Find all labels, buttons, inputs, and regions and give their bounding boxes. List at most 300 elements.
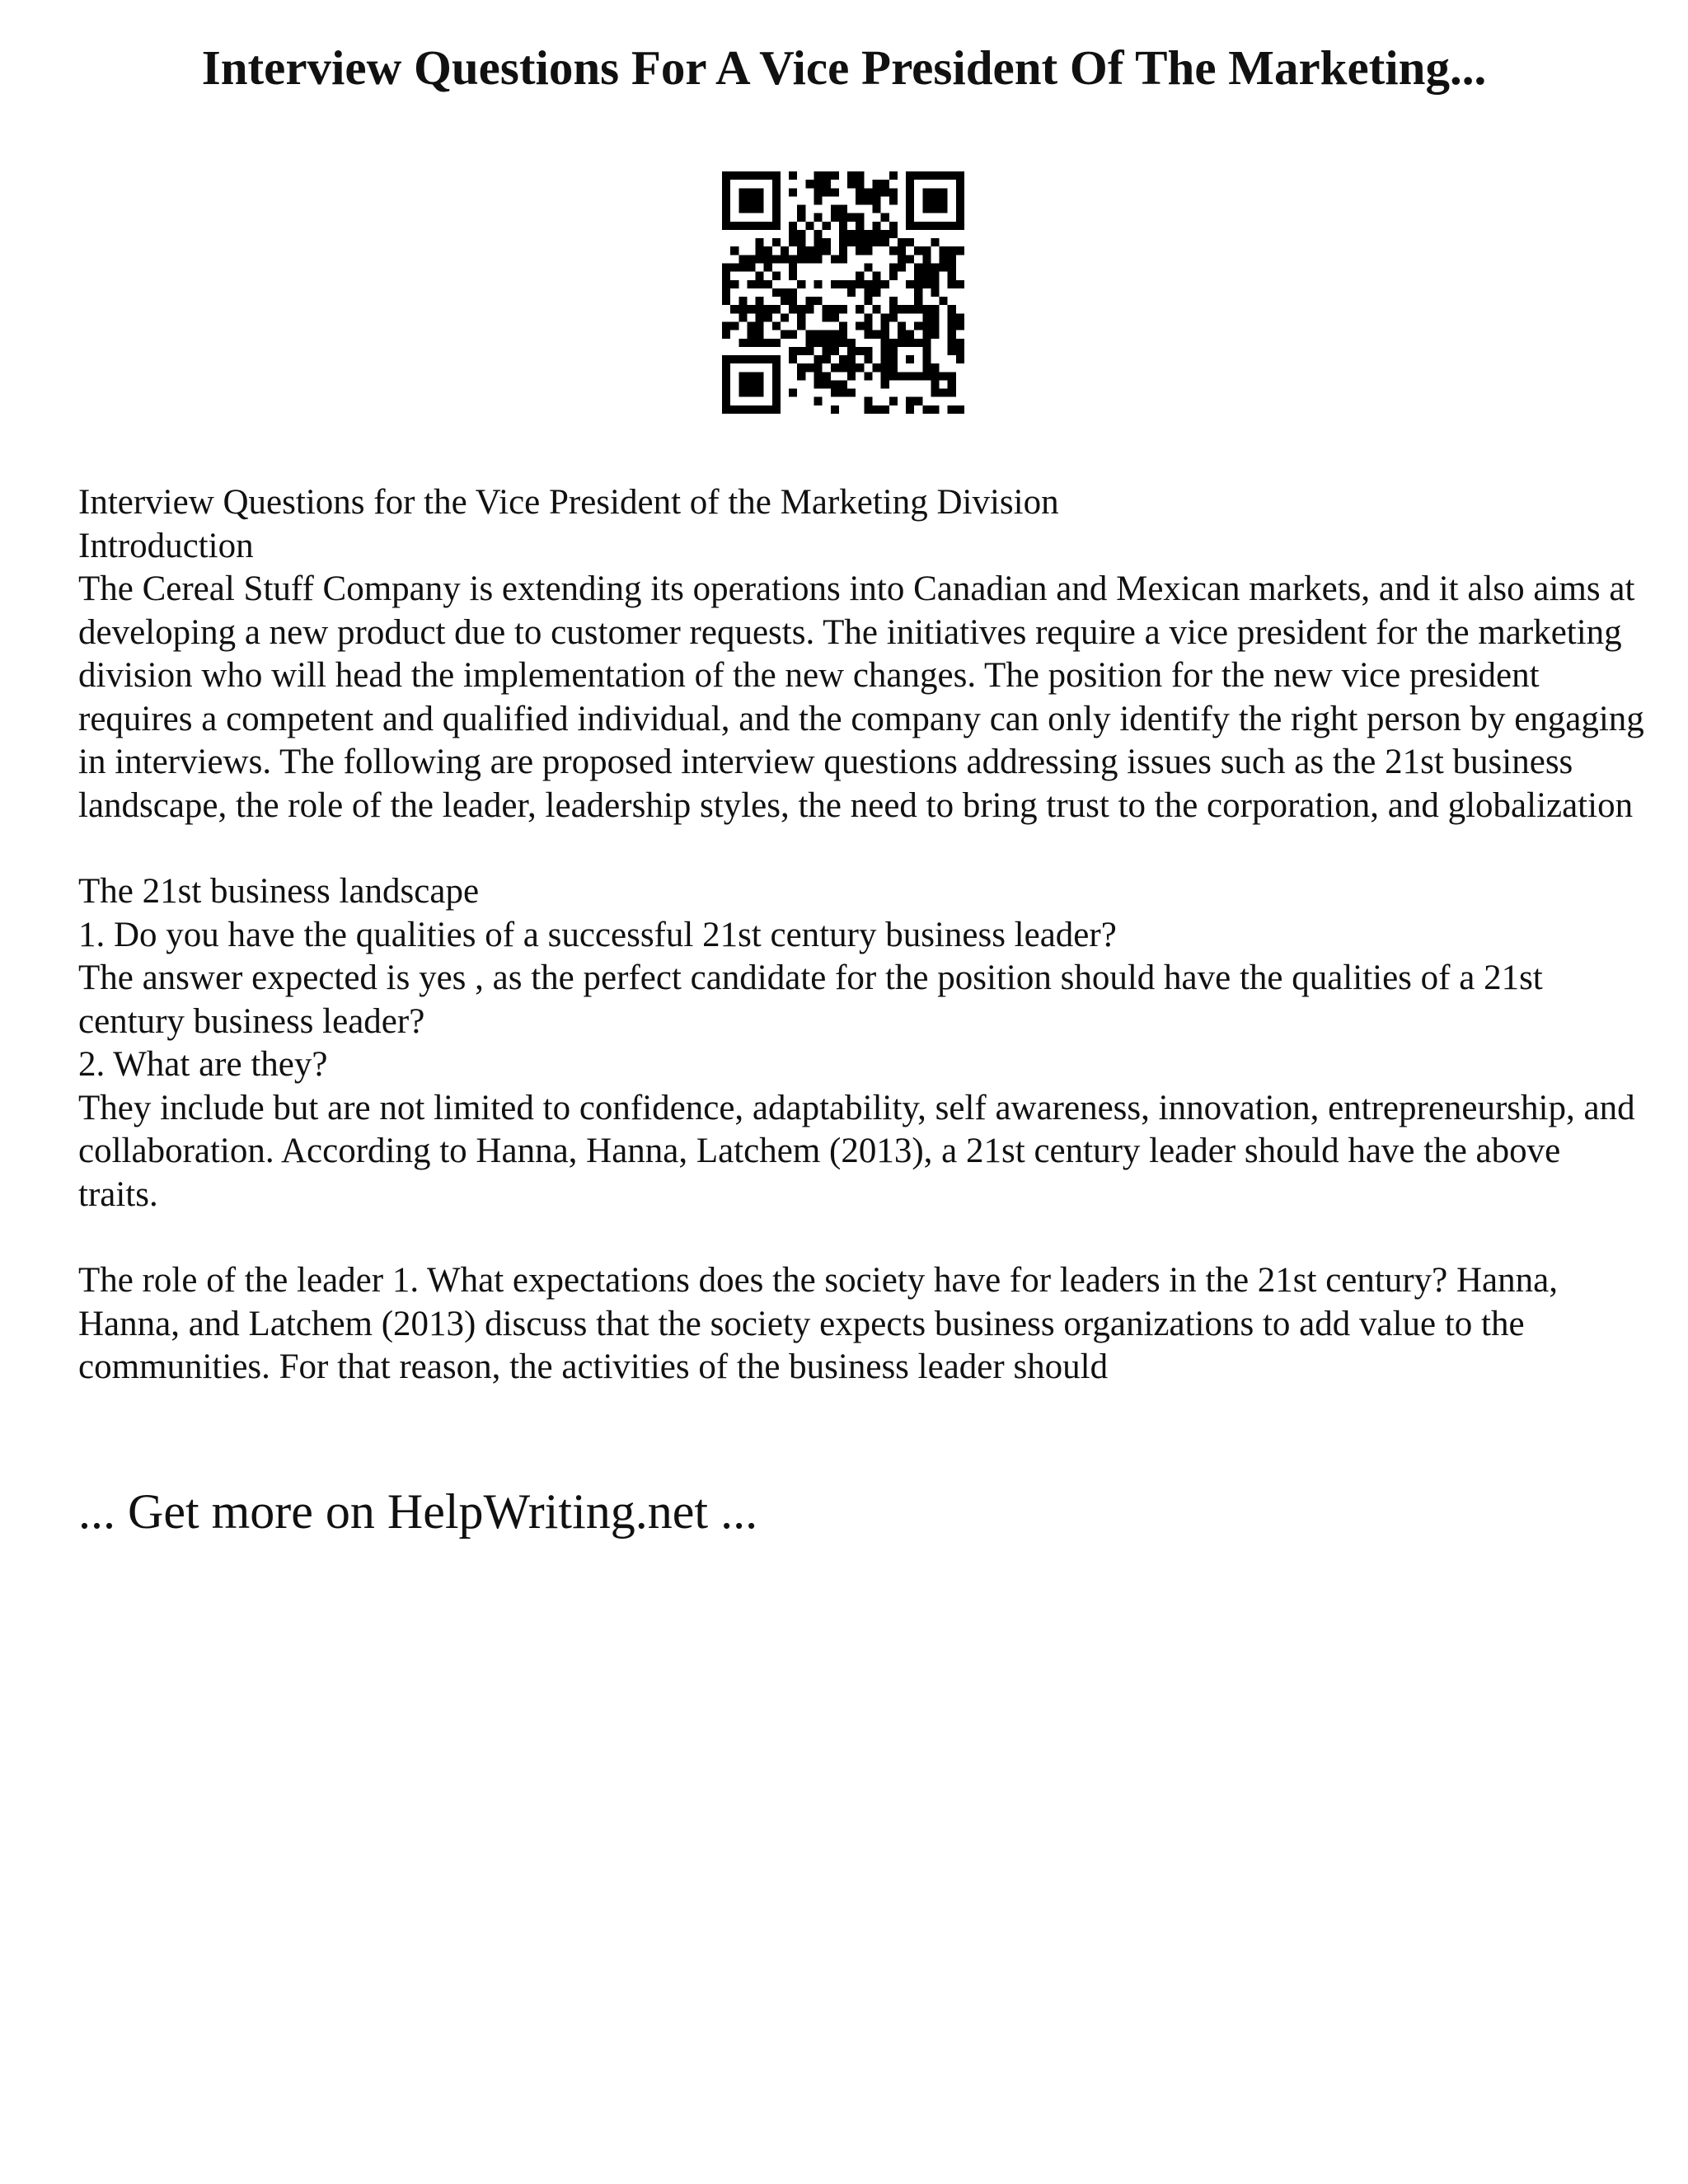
get-more-link[interactable]: ... Get more on HelpWriting.net ...: [78, 1484, 758, 1539]
qr-module: [722, 372, 730, 380]
qr-module: [756, 205, 764, 213]
qr-module: [756, 246, 764, 255]
qr-module: [839, 205, 847, 213]
qr-module: [881, 188, 889, 196]
qr-module: [738, 264, 747, 272]
qr-module: [722, 188, 730, 196]
qr-module: [756, 255, 764, 263]
qr-module: [797, 305, 805, 313]
qr-module: [738, 222, 747, 230]
qr-module: [722, 397, 730, 405]
qr-module: [956, 321, 964, 330]
question-1: 1. Do you have the qualities of a successful 21st century business leader?: [78, 915, 1117, 954]
qr-module: [940, 205, 948, 213]
qr-module: [831, 171, 839, 180]
qr-module: [756, 280, 764, 288]
qr-module: [730, 405, 738, 414]
qr-module: [814, 363, 823, 372]
qr-module: [956, 347, 964, 355]
qr-module: [864, 405, 872, 414]
qr-module: [831, 313, 839, 321]
qr-module: [864, 264, 872, 272]
qr-module: [722, 363, 730, 372]
qr-module: [781, 288, 789, 297]
qr-module: [738, 205, 747, 213]
qr-module: [772, 363, 781, 372]
qr-module: [864, 196, 872, 204]
qr-module: [889, 188, 898, 196]
qr-module: [889, 264, 898, 272]
qr-module: [747, 196, 755, 204]
qr-module: [914, 297, 922, 305]
qr-module: [747, 280, 755, 288]
qr-module: [814, 180, 823, 188]
qr-module: [864, 321, 872, 330]
qr-module: [823, 238, 831, 246]
qr-module: [797, 246, 805, 255]
qr-module: [956, 196, 964, 204]
qr-module: [730, 264, 738, 272]
qr-module: [898, 372, 906, 380]
qr-module: [764, 339, 772, 347]
qr-module: [756, 313, 764, 321]
qr-module: [756, 330, 764, 339]
qr-module: [940, 264, 948, 272]
qr-module: [823, 339, 831, 347]
qr-module: [872, 330, 880, 339]
qr-module: [823, 372, 831, 380]
qr-module: [747, 330, 755, 339]
qr-module: [948, 246, 956, 255]
qr-module: [756, 372, 764, 380]
qr-module: [789, 255, 797, 263]
qr-module: [823, 180, 831, 188]
qr-module: [881, 347, 889, 355]
qr-module: [756, 222, 764, 230]
qr-module: [823, 330, 831, 339]
qr-module: [722, 405, 730, 414]
qr-module: [872, 196, 880, 204]
qr-module: [823, 246, 831, 255]
qr-module: [922, 171, 931, 180]
qr-module: [823, 380, 831, 388]
qr-module: [931, 313, 939, 321]
qr-module: [814, 171, 823, 180]
qr-module: [856, 305, 864, 313]
qr-module: [805, 339, 814, 347]
qr-module: [889, 372, 898, 380]
qr-module: [889, 272, 898, 280]
qr-module: [772, 355, 781, 363]
qr-module: [814, 297, 823, 305]
qr-module: [789, 188, 797, 196]
qr-module: [948, 222, 956, 230]
qr-module: [738, 380, 747, 388]
qr-module: [847, 355, 856, 363]
qr-module: [797, 313, 805, 321]
qr-module: [856, 188, 864, 196]
qr-module: [881, 330, 889, 339]
qr-module: [864, 347, 872, 355]
qr-module: [772, 255, 781, 263]
qr-module: [756, 355, 764, 363]
qr-module: [889, 230, 898, 238]
qr-module: [914, 280, 922, 288]
introduction-paragraph: The Cereal Stuff Company is extending its operations into Canadian and Mexican markets, and it also aims at developing a new product due to customer requests. The initiatives require a vice president for the marketing division who will head the implementation of the new changes. The position for the new vice president requires a competent and qualified individual, and the company can only identify the right person by engaging in interviews. The following are proposed interview questions addressing issues such as the 21st business landscape, the role of the leader, leadership styles, the need to bring trust to the corporation, and globalization: [78, 569, 1644, 825]
qr-module: [889, 246, 898, 255]
qr-module: [722, 355, 730, 363]
qr-module: [831, 405, 839, 414]
qr-module: [789, 222, 797, 230]
qr-module: [738, 355, 747, 363]
qr-module: [747, 222, 755, 230]
qr-module: [756, 238, 764, 246]
qr-module: [889, 222, 898, 230]
qr-module: [889, 305, 898, 313]
qr-module: [889, 363, 898, 372]
qr-module: [772, 288, 781, 297]
qr-module: [772, 205, 781, 213]
qr-module: [814, 196, 823, 204]
qr-module: [956, 222, 964, 230]
qr-module: [772, 213, 781, 222]
qr-module: [831, 255, 839, 263]
qr-module: [722, 297, 730, 305]
qr-module: [839, 230, 847, 238]
qr-module: [906, 205, 914, 213]
qr-module: [922, 264, 931, 272]
qr-module: [764, 280, 772, 288]
qr-module: [906, 372, 914, 380]
qr-module: [940, 196, 948, 204]
qr-module: [764, 171, 772, 180]
qr-module: [814, 238, 823, 246]
qr-module: [722, 171, 730, 180]
qr-module: [956, 180, 964, 188]
qr-module: [940, 246, 948, 255]
qr-module: [864, 313, 872, 321]
qr-module: [931, 372, 939, 380]
paragraph-spacer: [78, 1216, 1644, 1259]
qr-module: [831, 205, 839, 213]
qr-module: [772, 238, 781, 246]
qr-module: [722, 180, 730, 188]
qr-module: [764, 305, 772, 313]
paragraph-spacer: [78, 827, 1644, 870]
qr-module: [772, 272, 781, 280]
qr-module: [956, 188, 964, 196]
qr-module: [797, 280, 805, 288]
qr-module: [931, 205, 939, 213]
qr-module: [789, 264, 797, 272]
qr-module: [847, 171, 856, 180]
qr-module: [722, 196, 730, 204]
qr-module: [730, 321, 738, 330]
qr-module: [789, 238, 797, 246]
qr-module: [797, 321, 805, 330]
qr-module: [881, 313, 889, 321]
qr-module: [956, 405, 964, 414]
qr-module: [747, 389, 755, 397]
qr-module: [839, 321, 847, 330]
qr-module: [789, 230, 797, 238]
qr-module: [931, 280, 939, 288]
qr-module: [856, 180, 864, 188]
qr-module: [922, 321, 931, 330]
qr-module: [756, 305, 764, 313]
qr-module: [764, 264, 772, 272]
qr-module: [764, 405, 772, 414]
qr-module: [948, 405, 956, 414]
qr-module: [922, 405, 931, 414]
qr-module: [756, 389, 764, 397]
qr-module: [747, 372, 755, 380]
qr-module: [914, 321, 922, 330]
qr-module: [872, 280, 880, 288]
qr-module: [898, 330, 906, 339]
qr-module: [738, 339, 747, 347]
answer-2: They include but are not limited to confidence, adaptability, self awareness, innovation, entrepreneurship, and collaboration. According to Hanna, Hanna, Latchem (2013), a 21st century leader should have the above traits.: [78, 1088, 1635, 1214]
qr-module: [922, 188, 931, 196]
qr-module: [781, 313, 789, 321]
qr-module: [738, 171, 747, 180]
qr-module: [889, 397, 898, 405]
qr-module: [847, 347, 856, 355]
qr-module: [889, 297, 898, 305]
qr-module: [730, 280, 738, 288]
qr-module: [948, 272, 956, 280]
qr-module: [864, 246, 872, 255]
qr-module: [772, 321, 781, 330]
qr-module: [781, 255, 789, 263]
qr-module: [847, 180, 856, 188]
qr-module: [906, 238, 914, 246]
qr-module: [772, 171, 781, 180]
qr-module: [881, 280, 889, 288]
qr-module: [831, 330, 839, 339]
qr-module: [872, 405, 880, 414]
qr-module: [864, 355, 872, 363]
qr-module: [948, 305, 956, 313]
qr-module: [756, 171, 764, 180]
qr-module: [847, 389, 856, 397]
qr-module: [948, 255, 956, 263]
qr-module: [747, 380, 755, 388]
qr-module: [931, 171, 939, 180]
qr-module: [722, 222, 730, 230]
qr-module: [948, 347, 956, 355]
qr-module: [922, 255, 931, 263]
qr-module: [839, 389, 847, 397]
qr-module: [781, 297, 789, 305]
qr-module: [931, 389, 939, 397]
qr-module: [839, 330, 847, 339]
qr-module: [823, 222, 831, 230]
qr-module: [881, 363, 889, 372]
qr-module: [872, 272, 880, 280]
page-title: Interview Questions For A Vice President Of The Marketing...: [201, 40, 1487, 95]
qr-module: [906, 180, 914, 188]
qr-module: [823, 347, 831, 355]
qr-module: [940, 171, 948, 180]
qr-module: [839, 238, 847, 246]
qr-module: [948, 321, 956, 330]
qr-module: [898, 246, 906, 255]
qr-module: [738, 297, 747, 305]
qr-module: [805, 246, 814, 255]
qr-module: [839, 339, 847, 347]
qr-module: [864, 372, 872, 380]
qr-module: [781, 246, 789, 255]
qr-module: [797, 230, 805, 238]
qr-module: [864, 288, 872, 297]
qr-module: [948, 380, 956, 388]
qr-module: [814, 380, 823, 388]
qr-module: [922, 313, 931, 321]
qr-module: [872, 188, 880, 196]
qr-module: [831, 213, 839, 222]
qr-module: [940, 255, 948, 263]
qr-module: [805, 255, 814, 263]
qr-module: [805, 363, 814, 372]
qr-module: [906, 280, 914, 288]
qr-module: [856, 222, 864, 230]
qr-module: [797, 363, 805, 372]
qr-module: [847, 280, 856, 288]
qr-module: [722, 389, 730, 397]
qr-module: [940, 188, 948, 196]
qr-module: [797, 255, 805, 263]
qr-module: [948, 330, 956, 339]
qr-module: [881, 355, 889, 363]
qr-module: [948, 339, 956, 347]
qr-module: [914, 372, 922, 380]
qr-module: [722, 213, 730, 222]
qr-module: [914, 171, 922, 180]
qr-module: [881, 213, 889, 222]
qr-module: [789, 355, 797, 363]
qr-module: [864, 238, 872, 246]
qr-module: [881, 238, 889, 246]
qr-module: [931, 405, 939, 414]
qr-module: [756, 380, 764, 388]
qr-module: [738, 405, 747, 414]
qr-module: [764, 255, 772, 263]
qr-module: [914, 222, 922, 230]
qr-module: [839, 363, 847, 372]
qr-module: [906, 196, 914, 204]
qr-module: [730, 355, 738, 363]
qr-module: [948, 313, 956, 321]
qr-module: [814, 397, 823, 405]
qr-module: [738, 372, 747, 380]
qr-module: [906, 405, 914, 414]
qr-module: [931, 305, 939, 313]
qr-module: [805, 222, 814, 230]
qr-module: [914, 305, 922, 313]
qr-module: [831, 363, 839, 372]
qr-module: [956, 171, 964, 180]
qr-module: [814, 255, 823, 263]
qr-module: [898, 264, 906, 272]
qr-module: [730, 246, 738, 255]
qr-module: [864, 397, 872, 405]
qr-module: [814, 339, 823, 347]
qr-module: [823, 171, 831, 180]
qr-module: [906, 330, 914, 339]
qr-module: [872, 238, 880, 246]
qr-module: [789, 389, 797, 397]
qr-module: [789, 171, 797, 180]
qr-module: [738, 305, 747, 313]
qr-module: [931, 321, 939, 330]
qr-module: [823, 305, 831, 313]
qr-module: [948, 171, 956, 180]
qr-module: [789, 288, 797, 297]
qr-module: [922, 205, 931, 213]
qr-module: [747, 305, 755, 313]
qr-module: [805, 180, 814, 188]
qr-module: [856, 230, 864, 238]
qr-module: [823, 355, 831, 363]
qr-module: [805, 347, 814, 355]
qr-module: [797, 347, 805, 355]
qr-module: [814, 280, 823, 288]
qr-module: [856, 363, 864, 372]
qr-module: [956, 280, 964, 288]
qr-module: [948, 280, 956, 288]
qr-module: [831, 347, 839, 355]
qr-module: [906, 188, 914, 196]
qr-module: [772, 389, 781, 397]
qr-module: [747, 171, 755, 180]
qr-module: [922, 222, 931, 230]
qr-module: [922, 330, 931, 339]
qr-module: [856, 196, 864, 204]
document-subtitle: Interview Questions for the Vice President of the Marketing Division: [78, 483, 1059, 522]
qr-module: [764, 313, 772, 321]
qr-module: [772, 196, 781, 204]
qr-module: [940, 372, 948, 380]
qr-module: [847, 288, 856, 297]
qr-module: [872, 222, 880, 230]
qr-module: [931, 363, 939, 372]
qr-module: [738, 188, 747, 196]
qr-module: [789, 330, 797, 339]
qr-module: [872, 205, 880, 213]
qr-module: [898, 321, 906, 330]
qr-module: [805, 330, 814, 339]
qr-module: [956, 313, 964, 321]
qr-module: [856, 280, 864, 288]
leader-role-paragraph: The role of the leader 1. What expectations does the society have for leaders in the 21st century? Hanna, Hanna, and Latchem (2013) discuss that the society expects business organizations to add value to the communities. For that reason, the activities of the business leader should: [78, 1261, 1558, 1386]
qr-module: [847, 213, 856, 222]
qr-module: [922, 196, 931, 204]
qr-module: [747, 355, 755, 363]
qr-module: [814, 213, 823, 222]
qr-module: [931, 264, 939, 272]
qr-module: [906, 222, 914, 230]
qr-module: [922, 363, 931, 372]
qr-module: [814, 355, 823, 363]
qr-module: [831, 280, 839, 288]
qr-module: [856, 213, 864, 222]
question-2: 2. What are they?: [78, 1045, 328, 1084]
qr-module: [756, 339, 764, 347]
qr-module: [948, 372, 956, 380]
qr-module: [814, 372, 823, 380]
qr-module: [906, 339, 914, 347]
